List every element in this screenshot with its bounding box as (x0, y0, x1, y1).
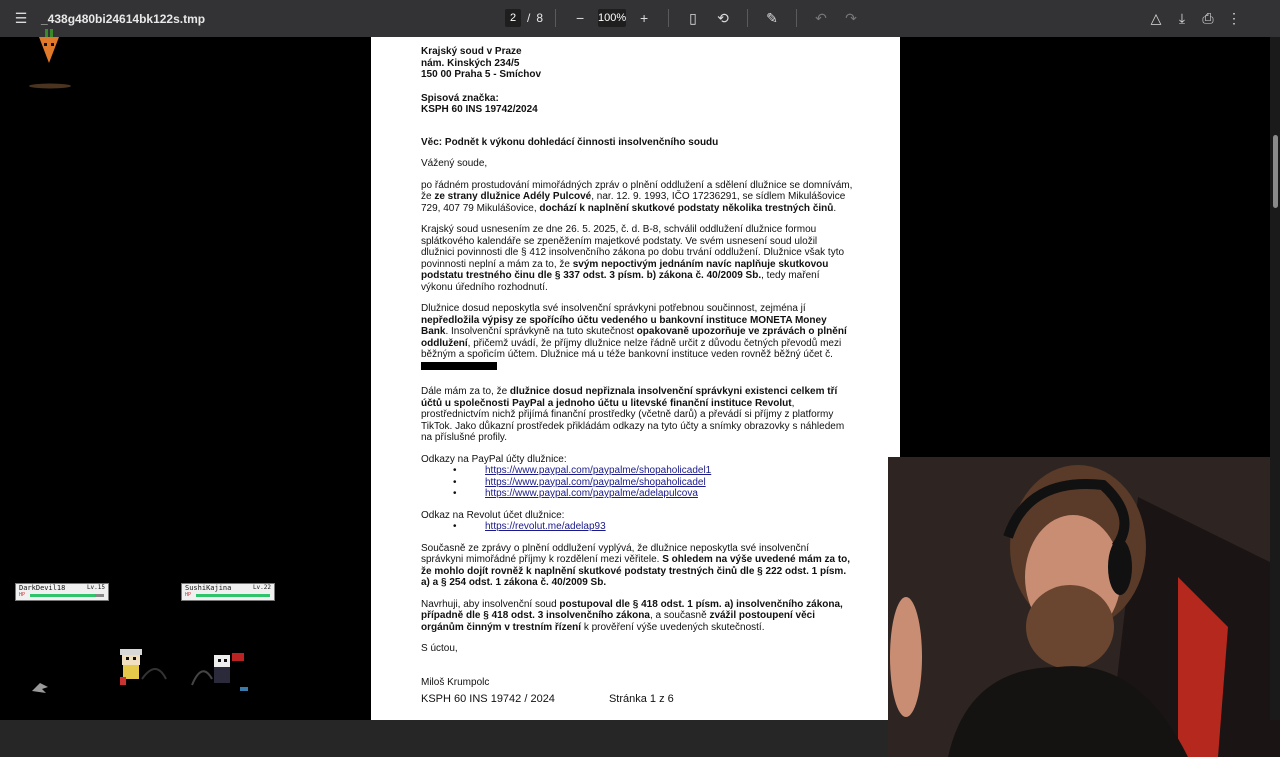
player-level: Lv.22 (252, 584, 271, 591)
address-line: 150 00 Praha 5 - Smíchov (421, 69, 542, 80)
hp-label: HP (19, 592, 26, 598)
fit-page-icon[interactable]: ▯ (689, 9, 697, 26)
carrot-sprite-icon (36, 29, 62, 65)
redo-icon[interactable]: ↷ (845, 9, 857, 26)
player-hud (181, 583, 275, 601)
pdf-toolbar (0, 0, 1280, 37)
salutation: Vážený soude, (421, 158, 488, 169)
viewer-area (0, 37, 1280, 720)
revolut-label: Odkaz na Revolut účet dlužnice: (421, 509, 565, 521)
hp-bar (30, 594, 104, 597)
paypal-link[interactable]: https://www.paypal.com/paypalme/adelapulcova (485, 488, 698, 499)
list-item (485, 488, 853, 500)
undo-icon[interactable]: ↶ (815, 9, 827, 26)
footer-page-number: Stránka 1 z 6 (608, 693, 674, 705)
draw-icon[interactable]: ✎ (766, 9, 778, 26)
page-separator: / (527, 11, 531, 25)
address-line: nám. Kinských 234/5 (421, 57, 520, 69)
download-icon[interactable]: ⤓ (1178, 9, 1186, 26)
player-sprite-icon (116, 649, 168, 689)
divider (796, 9, 797, 27)
hp-label: HP (185, 592, 192, 598)
divider (747, 9, 748, 27)
zoom-input[interactable]: 100% (598, 9, 626, 27)
page-zoom-controls (505, 6, 863, 30)
address-line: Krajský soud v Praze (421, 46, 522, 57)
zoom-out-icon[interactable]: − (575, 10, 585, 26)
footer-reference: KSPH 60 INS 19742 / 2024 (421, 693, 555, 705)
revolut-link[interactable]: https://revolut.me/adelap93 (485, 521, 606, 532)
list-item (485, 521, 853, 533)
player-name: SushiKajina (185, 584, 232, 592)
player-level: Lv.15 (86, 584, 105, 591)
paragraph: Dále mám za to, že dlužnice dosud nepřiznala insolvenční správkyni existenci celkem tří účtů u společnosti PayPal a jednoho účtu u litevské finanční instituce Revolut, prostřednictvím nichž přijímá finanční prostředky (včetně darů) a převádí si příjmy z platformy TikTok. Jako důkazní prostředek přikládám odkazy na tyto účty a snímky obrazovky s náhledem na příslušné profily. (421, 386, 845, 443)
list-item (485, 477, 853, 489)
drive-icon[interactable]: △ (1150, 9, 1162, 26)
page-content (421, 46, 853, 698)
player-sprite-icon (188, 649, 256, 693)
subject-line: Věc: Podnět k výkonu dohledácí činnosti insolvenčního soudu (421, 136, 719, 148)
more-icon[interactable]: ⋮ (1227, 9, 1241, 26)
paypal-link[interactable]: https://www.paypal.com/paypalme/shopaholicadel (485, 476, 706, 488)
paragraph: po řádném prostudování mimořádných zpráv o plnění oddlužení a sdělení dlužnice se domnívám, že ze strany dlužnice Adély Pulcové, nar. 12. 9. 1993, IČO 17236291, se sídlem Mikulášovice 729, 407 79 Mikulášovice, dochází k naplnění skutkové podstaty několika trestných činů. (421, 179, 853, 214)
divider (668, 9, 669, 27)
page-total: 8 (536, 11, 544, 25)
player-name: DarkDevil18 (19, 584, 66, 592)
list-item (485, 465, 853, 477)
paragraph: Navrhuji, aby insolvenční soud postupoval dle § 418 odst. 1 písm. a) insolvenčního zákona, případně dle § 418 odst. 3 insolvenčního zákona, a současně zvážil postoupení věci orgánům činným v trestním řízení k prověření výše uvedených skutečností. (421, 598, 843, 633)
scrollbar-thumb[interactable] (1273, 135, 1278, 208)
paragraph: Dlužnice dosud neposkytla své insolvenční správkyni potřebnou součinnost, zejména jí nepředložila výpisy ze spořícího účtu vedeného u bankovní instituce MONETA Money Bank. Insolvenční správkyně na tuto skutečnost opakovaně upozorňuje ve zprávách o plnění oddlužení, přičemž uvádí, že příjmy dlužnice nelze řádně určit z důvodu četných převodů mezi běžným a spořicím účtem. Dlužnice má u téže bankovní instituce veden rovněž běžný účet č. (421, 303, 853, 372)
paypal-link-list (421, 465, 853, 500)
paragraph: Krajský soud usnesením ze dne 26. 5. 2025, č. d. B-8, schválil oddlužení dlužnice formou splátkového kalendáře se zpeněžením majetkové podstaty. Ve svém usnesení soud uložil dlužnici povinnosti dle § 412 insolvenčního zákona po dobu trvání oddlužení. Dlužnice však tyto povinnosti neplní a mám za to, že svým nepoctivým jednáním navíc naplňuje skutkovou podstatu trestného činu dle § 337 odst. 3 písm. b) zákona č. 40/2009 Sb., tedy maření výkonu úředního rozhodnutí. (421, 224, 845, 293)
paypal-link[interactable]: https://www.paypal.com/paypalme/shopaholicadel1 (485, 465, 712, 476)
page-footer (421, 694, 674, 706)
case-label: Spisová značka: (421, 92, 499, 104)
paragraph: Současně ze zprávy o plnění oddlužení vyplývá, že dlužnice neposkytla své insolvenční správkyni mimořádné příjmy k rozdělení mezi věřitele. S ohledem na výše uvedené mám za to, že mohlo dojít rovněž k naplnění skutkové podstaty trestných činů dle § 222 odst. 1 písm. a) a § 254 odst. 1 zákona č. 40/2009 Sb. (421, 542, 851, 588)
zoom-in-icon[interactable]: + (639, 10, 649, 26)
webcam-overlay (888, 457, 1280, 757)
redaction-bar (421, 362, 497, 370)
bird-sprite-icon (30, 679, 50, 695)
vertical-scrollbar[interactable] (1270, 37, 1280, 720)
menu-icon[interactable]: ☰ (14, 10, 28, 26)
toolbar-actions (1144, 6, 1246, 30)
paypal-label: Odkazy na PayPal účty dlužnice: (421, 453, 567, 465)
file-title: _438g480bi24614bk122s.tmp (41, 11, 206, 26)
divider (555, 9, 556, 27)
rotate-icon[interactable]: ⟲ (717, 9, 729, 26)
page-number-input[interactable]: 2 (505, 9, 521, 27)
revolut-link-list (421, 521, 853, 533)
case-number (421, 93, 853, 116)
streamer-image (888, 457, 1280, 757)
closing: S úctou, (421, 643, 458, 654)
address-block (421, 46, 853, 81)
signature: Miloš Krumpolc (421, 676, 490, 688)
hp-bar (196, 594, 270, 597)
case-value: KSPH 60 INS 19742/2024 (421, 104, 538, 115)
pdf-page (371, 37, 900, 720)
print-icon[interactable]: ⎙ (1202, 9, 1214, 26)
player-hud (15, 583, 109, 601)
shadow-sprite-icon (28, 83, 72, 89)
